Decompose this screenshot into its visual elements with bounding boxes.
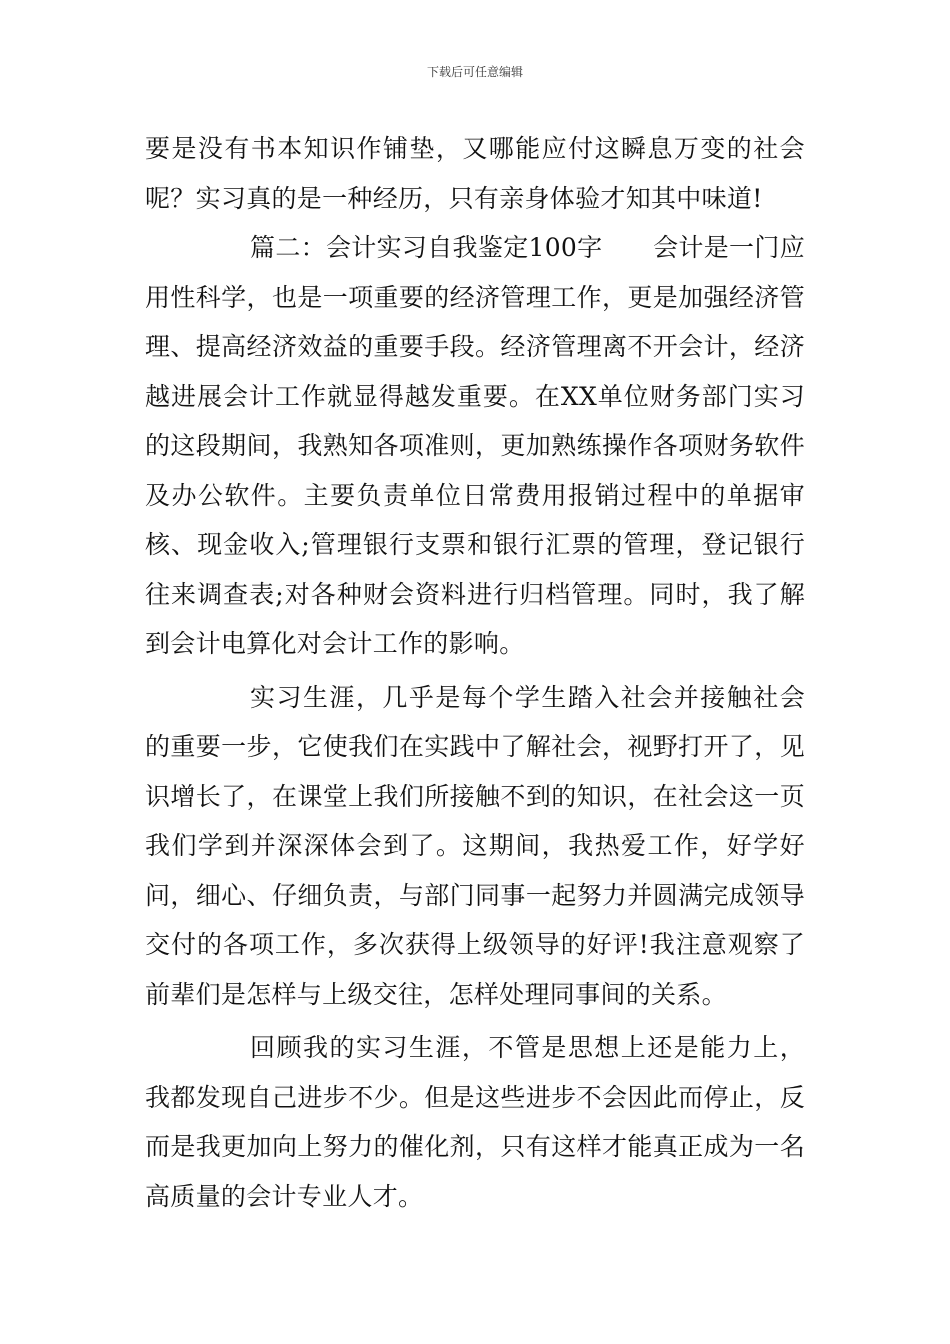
paragraph-internship-career: 实习生涯，几乎是每个学生踏入社会并接触社会的重要一步，它使我们在实践中了解社会，视野打开了，见识增长了，在课堂上我们所接触不到的知识，在社会这一页我们学到并深深体会到了。这期间，我热爱工作，好学好问，细心、仔细负责，与部门同事一起努力并圆满完成领导交付的各项工作，多次获得上级领导的好评!我注意观察了前辈们是怎样与上级交往，怎样处理同事间的关系。: [145, 682, 805, 1009]
page-header: 下载后可任意编辑: [426, 65, 523, 79]
paragraph-continuation: 要是没有书本知识作铺垫，又哪能应付这瞬息万变的社会呢？实习真的是一种经历，只有亲身体验才知其中味道!: [145, 134, 805, 213]
paragraph-review: 回顾我的实习生涯，不管是思想上还是能力上，我都发现自己进步不少。但是这些进步不会因此而停止，反而是我更加向上努力的催化剂，只有这样才能真正成为一名高质量的会计专业人才。: [145, 1033, 805, 1211]
document-body: [145, 124, 805, 1221]
paragraph-section-two: 篇二：会计实习自我鉴定100字 会计是一门应用性科学，也是一项重要的经济管理工作，更是加强经济管理、提高经济效益的重要手段。经济管理离不开会计，经济越进展会计工作就显得越发重要。在XX单位财务部门实习的这段期间，我熟知各项准则，更加熟练操作各项财务软件及办公软件。主要负责单位日常费用报销过程中的单据审核、现金收入;管理银行支票和银行汇票的管理，登记银行往来调查表;对各种财会资料进行归档管理。同时，我了解到会计电算化对会计工作的影响。: [145, 233, 805, 658]
